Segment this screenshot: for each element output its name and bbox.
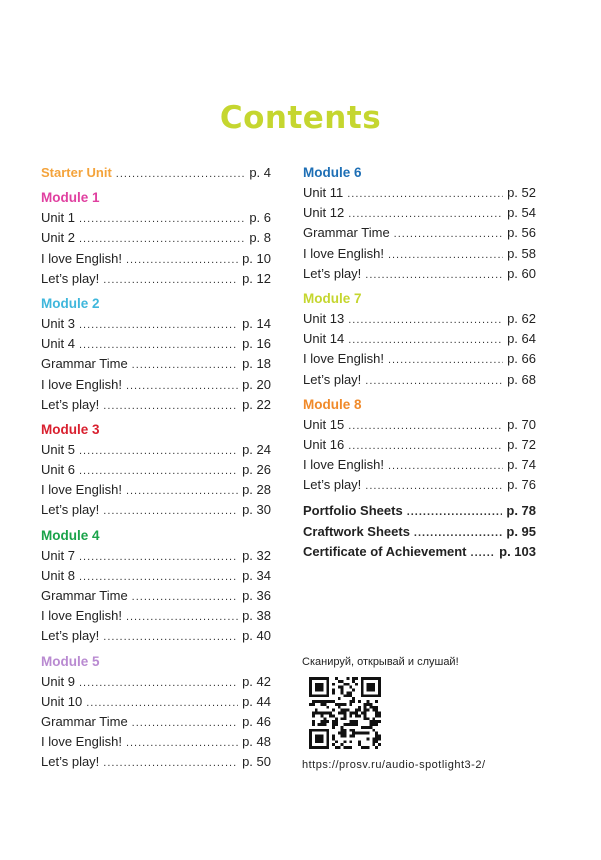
entry-page-number: p. 38 xyxy=(242,608,271,624)
audio-caption: Сканируй, открывай и слушай! xyxy=(302,656,459,668)
module-heading: Module 5 xyxy=(41,653,100,669)
contents-entry[interactable] xyxy=(41,586,271,606)
entry-page-number: p. 103 xyxy=(499,543,536,559)
contents-entry[interactable] xyxy=(41,672,271,692)
contents-entry[interactable] xyxy=(303,522,536,542)
entry-title: Let’s play! xyxy=(41,270,100,286)
entry-title: Unit 11 xyxy=(303,185,344,200)
entry-title: Unit 9 xyxy=(41,673,75,689)
entry-page-number: p. 64 xyxy=(507,331,536,347)
contents-entry[interactable] xyxy=(303,542,536,562)
entry-title: Unit 15 xyxy=(303,416,345,432)
entry-page-number: p. 16 xyxy=(242,336,271,352)
entry-title: Unit 14 xyxy=(303,331,345,347)
module-heading: Module 6 xyxy=(303,165,362,180)
contents-entry[interactable] xyxy=(303,455,536,475)
dot-leader xyxy=(407,502,503,522)
entry-title: Let’s play! xyxy=(41,396,100,412)
qr-code-icon[interactable] xyxy=(309,677,381,749)
contents-entry[interactable] xyxy=(41,314,271,334)
dot-leader xyxy=(79,315,238,335)
entry-page-number: p. 34 xyxy=(242,567,271,583)
entry-title: Unit 13 xyxy=(303,310,345,326)
dot-leader xyxy=(388,350,503,370)
entry-title: Grammar Time xyxy=(303,225,390,241)
dot-leader xyxy=(388,456,503,476)
entry-page-number: p. 50 xyxy=(242,754,271,770)
contents-left-column xyxy=(41,163,271,773)
entry-page-number: p. 60 xyxy=(507,265,536,281)
entry-title: Let’s play! xyxy=(41,754,100,770)
entry-page-number: p. 78 xyxy=(506,503,536,519)
entry-title: I love English! xyxy=(41,376,122,392)
entry-title: Grammar Time xyxy=(41,356,128,372)
entry-page-number: p. 24 xyxy=(242,441,271,457)
dot-leader xyxy=(132,713,238,733)
entry-title: I love English! xyxy=(41,608,122,624)
dot-leader xyxy=(116,164,246,184)
dot-leader xyxy=(79,567,238,587)
dot-leader xyxy=(394,224,503,244)
dot-leader xyxy=(365,476,503,496)
entry-page-number: p. 28 xyxy=(242,482,271,498)
dot-leader xyxy=(348,436,503,456)
contents-entry[interactable] xyxy=(303,223,536,243)
contents-entry[interactable] xyxy=(303,244,536,264)
entry-title: Starter Unit xyxy=(41,165,112,180)
entry-page-number: p. 12 xyxy=(242,270,271,286)
entry-title: Unit 8 xyxy=(41,567,75,583)
dot-leader xyxy=(103,270,238,290)
dot-leader xyxy=(103,753,238,773)
dot-leader xyxy=(126,733,238,753)
contents-entry[interactable] xyxy=(41,440,271,460)
dot-leader xyxy=(79,673,238,693)
contents-entry[interactable] xyxy=(41,500,271,520)
dot-leader xyxy=(79,547,238,567)
dot-leader xyxy=(103,501,238,521)
entry-title: Unit 4 xyxy=(41,336,75,352)
contents-entry[interactable] xyxy=(41,732,271,752)
entry-title: Grammar Time xyxy=(41,713,128,729)
entry-page-number: p. 8 xyxy=(249,230,271,246)
contents-entry[interactable] xyxy=(41,626,271,646)
dot-leader xyxy=(126,250,238,270)
entry-title: I love English! xyxy=(303,457,384,473)
contents-entry[interactable] xyxy=(41,606,271,626)
dot-leader xyxy=(79,229,245,249)
dot-leader xyxy=(79,461,238,481)
entry-title: I love English! xyxy=(41,250,122,266)
contents-entry[interactable] xyxy=(303,435,536,455)
entry-page-number: p. 26 xyxy=(242,462,271,478)
contents-entry[interactable] xyxy=(303,370,536,390)
entry-page-number: p. 48 xyxy=(242,734,271,750)
dot-leader xyxy=(126,376,238,396)
contents-entry[interactable] xyxy=(41,354,271,374)
audio-link[interactable]: https://prosv.ru/audio-spotlight3-2/ xyxy=(302,759,486,771)
contents-entry[interactable] xyxy=(41,566,271,586)
module-heading: Module 7 xyxy=(303,290,362,306)
dot-leader xyxy=(365,265,503,285)
entry-title: Portfolio Sheets xyxy=(303,503,403,519)
entry-page-number: p. 44 xyxy=(242,693,271,709)
entry-page-number: p. 72 xyxy=(507,436,536,452)
contents-entry[interactable] xyxy=(41,752,271,772)
entry-title: I love English! xyxy=(41,482,122,498)
entry-title: I love English! xyxy=(41,734,122,750)
dot-leader xyxy=(348,416,503,436)
dot-leader xyxy=(414,523,502,543)
contents-entry[interactable] xyxy=(41,460,271,480)
contents-entry[interactable] xyxy=(41,208,271,228)
dot-leader xyxy=(79,209,245,229)
entry-page-number: p. 18 xyxy=(242,356,271,372)
contents-entry[interactable] xyxy=(41,395,271,415)
entry-page-number: p. 58 xyxy=(507,245,536,261)
entry-page-number: p. 42 xyxy=(242,673,271,689)
contents-entry[interactable] xyxy=(303,501,536,521)
entry-page-number: p. 46 xyxy=(242,713,271,729)
page-title: Contents xyxy=(219,100,382,136)
dot-leader xyxy=(126,481,238,501)
dot-leader xyxy=(132,355,238,375)
dot-leader xyxy=(348,330,503,350)
entry-page-number: p. 62 xyxy=(507,310,536,326)
contents-right-column xyxy=(303,163,536,562)
dot-leader xyxy=(471,543,496,563)
entry-page-number: p. 40 xyxy=(242,628,271,644)
entry-page-number: p. 68 xyxy=(507,371,536,387)
contents-entry[interactable] xyxy=(41,249,271,269)
contents-entry[interactable] xyxy=(303,475,536,495)
entry-title: I love English! xyxy=(303,245,384,261)
entry-title: Grammar Time xyxy=(41,588,128,603)
dot-leader xyxy=(79,335,238,355)
dot-leader xyxy=(347,184,503,204)
module-heading: Module 4 xyxy=(41,527,100,543)
entry-page-number: p. 95 xyxy=(506,523,536,539)
entry-page-number: p. 4 xyxy=(249,165,271,180)
dot-leader xyxy=(103,627,238,647)
module-heading: Module 8 xyxy=(303,396,362,412)
entry-title: Unit 16 xyxy=(303,436,345,452)
entry-title: Let’s play! xyxy=(303,371,362,387)
contents-entry[interactable] xyxy=(41,269,271,289)
entry-page-number: p. 36 xyxy=(242,588,271,603)
contents-entry[interactable] xyxy=(303,349,536,369)
entry-page-number: p. 32 xyxy=(242,547,271,563)
module-heading: Module 2 xyxy=(41,295,100,311)
contents-entry[interactable] xyxy=(303,264,536,284)
contents-entry[interactable] xyxy=(303,309,536,329)
entry-page-number: p. 66 xyxy=(507,351,536,367)
contents-entry[interactable] xyxy=(41,375,271,395)
dot-leader xyxy=(79,441,238,461)
entry-title: Let’s play! xyxy=(303,477,362,493)
entry-page-number: p. 20 xyxy=(242,376,271,392)
entry-title: Unit 7 xyxy=(41,547,75,563)
contents-entry[interactable] xyxy=(41,692,271,712)
dot-leader xyxy=(388,245,503,265)
dot-leader xyxy=(348,204,503,224)
dot-leader xyxy=(365,371,503,391)
contents-entry[interactable] xyxy=(303,329,536,349)
entry-title: Unit 6 xyxy=(41,462,75,478)
entry-page-number: p. 10 xyxy=(242,250,271,266)
contents-entry[interactable] xyxy=(303,183,536,203)
dot-leader xyxy=(86,693,238,713)
entry-title: Craftwork Sheets xyxy=(303,523,410,539)
contents-entry[interactable] xyxy=(303,415,536,435)
contents-entry[interactable] xyxy=(41,228,271,248)
contents-entry[interactable] xyxy=(41,546,271,566)
entry-page-number: p. 70 xyxy=(507,416,536,432)
entry-page-number: p. 74 xyxy=(507,457,536,473)
entry-title: Let’s play! xyxy=(41,502,100,518)
contents-entry[interactable] xyxy=(41,334,271,354)
entry-page-number: p. 76 xyxy=(507,477,536,493)
entry-title: I love English! xyxy=(303,351,384,367)
entry-page-number: p. 6 xyxy=(249,210,271,226)
dot-leader xyxy=(103,396,238,416)
entry-title: Unit 2 xyxy=(41,230,75,246)
entry-page-number: p. 56 xyxy=(507,225,536,241)
entry-title: Let’s play! xyxy=(303,265,362,281)
entry-page-number: p. 54 xyxy=(507,205,536,221)
entry-page-number: p. 22 xyxy=(242,396,271,412)
entry-page-number: p. 14 xyxy=(242,315,271,331)
dot-leader xyxy=(348,310,503,330)
module-heading: Module 3 xyxy=(41,421,100,437)
entry-title: Certificate of Achievement xyxy=(303,543,467,559)
entry-title: Unit 10 xyxy=(41,693,83,709)
contents-entry[interactable] xyxy=(41,480,271,500)
entry-title: Unit 5 xyxy=(41,441,75,457)
module-heading: Module 1 xyxy=(41,190,100,206)
contents-entry[interactable] xyxy=(303,203,536,223)
entry-title: Unit 12 xyxy=(303,205,345,221)
dot-leader xyxy=(126,607,238,627)
dot-leader xyxy=(132,587,238,607)
entry-page-number: p. 52 xyxy=(507,185,536,200)
entry-title: Let’s play! xyxy=(41,628,100,644)
entry-page-number: p. 30 xyxy=(242,502,271,518)
contents-entry[interactable] xyxy=(41,712,271,732)
entry-title: Unit 1 xyxy=(41,210,75,226)
contents-entry[interactable] xyxy=(41,163,271,183)
entry-title: Unit 3 xyxy=(41,315,75,331)
